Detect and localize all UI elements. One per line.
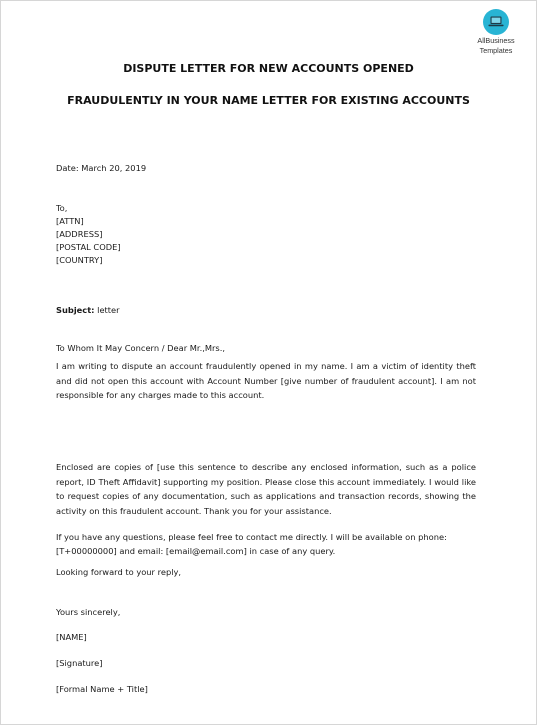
document-title-line-1: DISPUTE LETTER FOR NEW ACCOUNTS OPENED — [123, 62, 414, 75]
recipient-to: To, — [56, 203, 68, 213]
logo-line-2: Templates — [479, 46, 513, 55]
body-paragraph-1: I am writing to dispute an account fraudulently opened in my name. I am a victim of identity theft and did not open this account with Account Number [give number of fraudulent account]. I am not responsible for any charges made to this account. — [56, 361, 476, 401]
laptop-icon — [483, 9, 509, 35]
body-paragraph-3-line-1: If you have any questions, please feel free to contact me directly. I will be available on phone: — [56, 532, 447, 542]
recipient-attn: [ATTN] — [56, 216, 84, 226]
recipient-address: [ADDRESS] — [56, 229, 103, 239]
subject-label: Subject: — [56, 305, 95, 315]
closing-signature: [Signature] — [56, 658, 103, 668]
recipient-country: [COUNTRY] — [56, 255, 103, 265]
subject-line — [56, 304, 120, 316]
closing-sincerely: Yours sincerely, — [56, 607, 121, 617]
logo-line-1: AllBusiness — [477, 36, 515, 45]
salutation: To Whom It May Concern / Dear Mr.,Mrs., — [56, 343, 226, 353]
closing-name: [NAME] — [56, 632, 87, 642]
allbusiness-logo — [470, 9, 522, 55]
body-paragraph-3-line-2: [T+00000000] and email: [email@email.com] in case of any query. — [56, 546, 336, 556]
body-paragraph-4: Looking forward to your reply, — [56, 567, 182, 577]
subject-value: letter — [94, 305, 120, 315]
closing-formal-name: [Formal Name + Title] — [56, 684, 148, 694]
body-paragraph-2: Enclosed are copies of [use this sentence to describe any enclosed information, such as a police report, ID Theft Affidavit] supporting my position. Please close this account immediately. I would like to request copies of any documentation, such as applications and transaction records, showing the activity on this fraudulent account. Thank you for your assistance. — [56, 462, 476, 516]
recipient-postal-code: [POSTAL CODE] — [56, 242, 121, 252]
letter-date: Date: March 20, 2019 — [56, 163, 147, 173]
document-title-line-2: FRAUDULENTLY IN YOUR NAME LETTER FOR EXISTING ACCOUNTS — [67, 94, 470, 107]
